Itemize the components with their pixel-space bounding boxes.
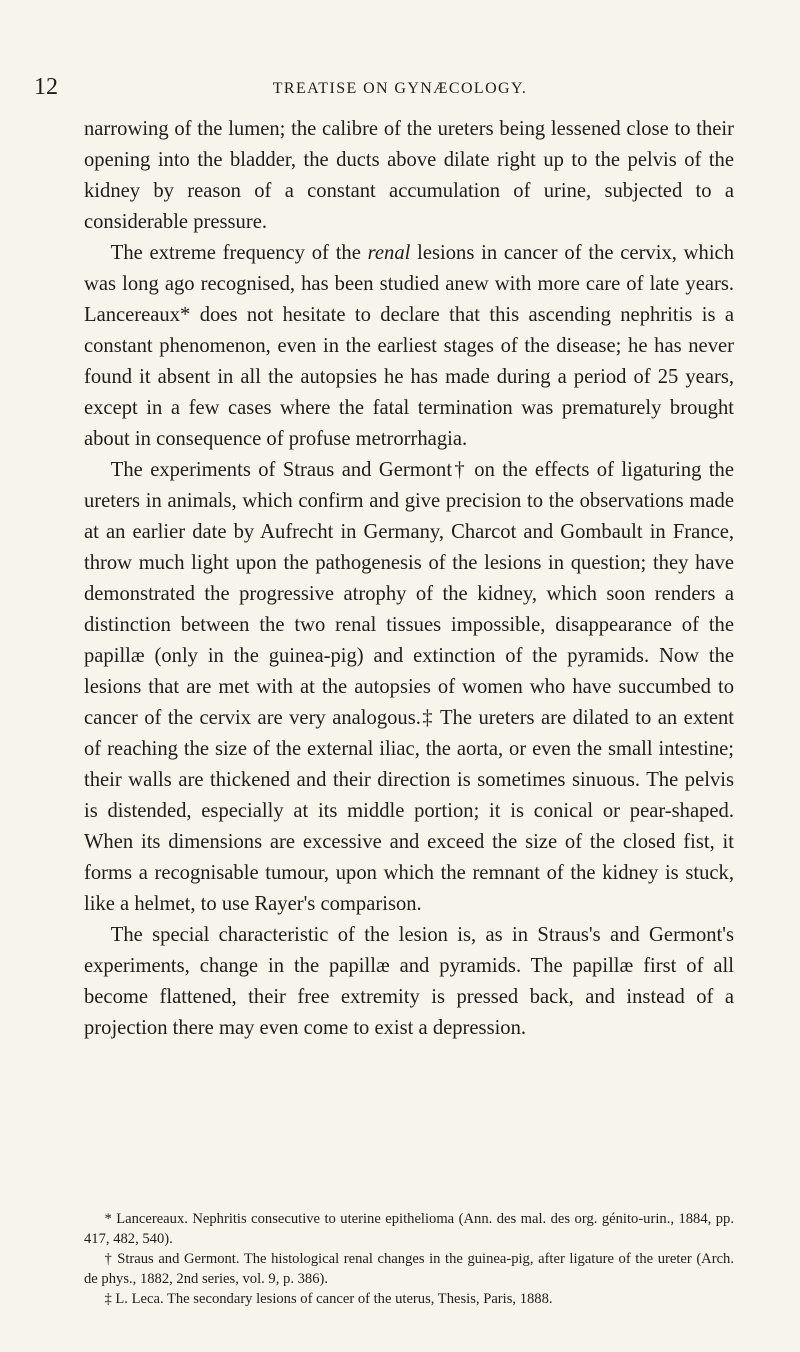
footnote-3: ‡ L. Leca. The secondary lesions of cancer of the uterus, Thesis, Paris, 1888.: [104, 1291, 553, 1307]
page-number: 12: [34, 74, 58, 100]
footnote-2: † Straus and Germont. The histological renal changes in the guinea-pig, after ligature of the ureter (Arch. de phys., 1882, 2nd series, vol. 9, p. 386).: [84, 1251, 734, 1287]
body-text: [84, 114, 734, 1044]
page-header: [34, 74, 766, 104]
footnotes: [84, 1209, 734, 1309]
paragraph-2: [84, 238, 734, 455]
emphasis-renal: renal: [367, 242, 411, 264]
paragraph-2-rest: lesions in cancer of the cervix, which was long ago recognised, has been studied anew with more care of late years. Lancereaux* does not hesitate to declare that this ascending nephritis is a constant phenomenon, even in the earliest stages of the disease; he has never found it absent in all the autopsies he has made during a period of 25 years, except in a few cases where the fatal termination was prematurely brought about in consequence of profuse metrorrhagia.: [84, 242, 734, 450]
paragraph-2-start: The extreme frequency of the: [110, 242, 368, 264]
running-head: TREATISE ON GYNÆCOLOGY.: [272, 80, 528, 97]
paragraph-4: The special characteristic of the lesion is, as in Straus's and Germont's experiments, change in the papillæ and pyramids. The papillæ first of all become flattened, their free extremity is pressed back, and instead of a projection there may even come to exist a depression.: [84, 924, 734, 1039]
paragraph-3: The experiments of Straus and Germont† on the effects of ligaturing the ureters in animals, which confirm and give precision to the observations made at an earlier date by Aufrecht in Germany, Charcot and Gombault in France, throw much light upon the pathogenesis of the lesions in question; they have demonstrated the progressive atrophy of the kidney, which soon renders a distinction between the two renal tissues impossible, disappearance of the papillæ (only in the guinea-pig) and extinction of the pyramids. Now the lesions that are met with at the autopsies of women who have succumbed to cancer of the cervix are very analogous.‡ The ureters are dilated to an extent of reaching the size of the external iliac, the aorta, or even the small intestine; their walls are thickened and their direction is sometimes sinuous. The pelvis is distended, especially at its middle portion; it is conical or pear-shaped. When its dimensions are excessive and exceed the size of the closed fist, it forms a recognisable tumour, upon which the remnant of the kidney is stuck, like a helmet, to use Rayer's comparison.: [84, 459, 734, 915]
footnote-1: * Lancereaux. Nephritis consecutive to uterine epithelioma (Ann. des mal. des org. génito-urin., 1884, pp. 417, 482, 540).: [84, 1211, 734, 1247]
paragraph-1: narrowing of the lumen; the calibre of the ureters being lessened close to their opening into the bladder, the ducts above dilate right up to the pelvis of the kidney by reason of a constant accumulation of urine, subjected to a considerable pressure.: [84, 118, 734, 233]
